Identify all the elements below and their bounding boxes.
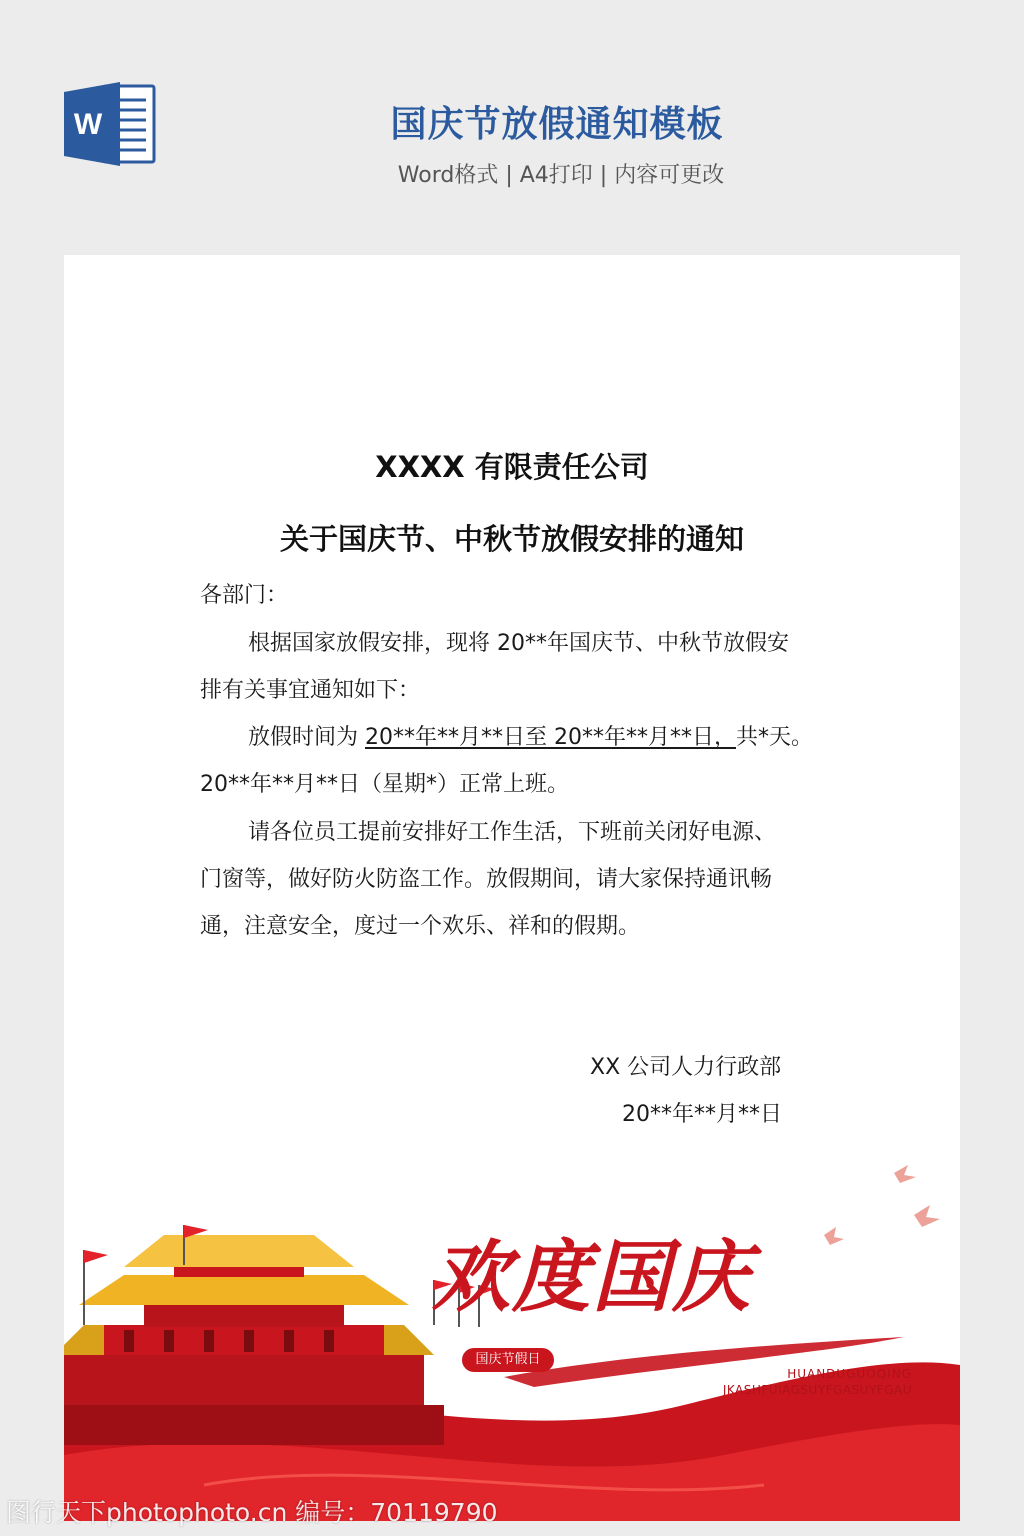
paragraph-line: 排有关事宜通知如下： — [200, 678, 421, 703]
svg-text:W: W — [73, 108, 103, 141]
company-title: XXXX 有限责任公司 — [375, 450, 649, 484]
holiday-seal: 国庆节假日 — [462, 1348, 554, 1372]
holiday-dates: 20**年**月**日至 20**年**月**日， — [365, 725, 736, 750]
holiday-days: 共*天。 — [735, 725, 813, 750]
paragraph-line: 根据国家放假安排，现将 20**年国庆节、中秋节放假安 — [248, 631, 789, 656]
paragraph-line: 门窗等，做好防火防盗工作。放假期间，请大家保持通讯畅 — [200, 867, 773, 892]
header — [0, 0, 1024, 240]
pinyin-text: HUANDUGUOQING — [787, 1367, 912, 1381]
festive-calligraphy: 欢度国庆 — [432, 1232, 753, 1323]
festive-decoration — [64, 1155, 960, 1521]
decorative-letters: JKASHFUIAGSUYFGASUYFGAU — [722, 1383, 912, 1397]
greeting: 各部门： — [200, 583, 289, 608]
notice-title: 关于国庆节、中秋节放假安排的通知 — [279, 522, 744, 556]
holiday-period-line — [248, 720, 813, 751]
paragraph-line: 请各位员工提前安排好工作生活，下班前关闭好电源、 — [248, 820, 777, 845]
watermark: 图行天下photophoto.cn 编号：70119790 — [6, 1498, 498, 1527]
signature: XX 公司人力行政部 — [590, 1055, 782, 1080]
page-subtitle: Word格式 | A4打印 | 内容可更改 — [397, 163, 725, 188]
signature-date: 20**年**月**日 — [622, 1102, 782, 1127]
paragraph-line: 通，注意安全，度过一个欢乐、祥和的假期。 — [200, 914, 641, 939]
holiday-prefix: 放假时间为 — [248, 725, 365, 750]
document-page — [64, 255, 960, 1521]
paragraph-line: 20**年**月**日（星期*）正常上班。 — [200, 772, 569, 797]
page-title: 国庆节放假通知模板 — [390, 104, 724, 145]
